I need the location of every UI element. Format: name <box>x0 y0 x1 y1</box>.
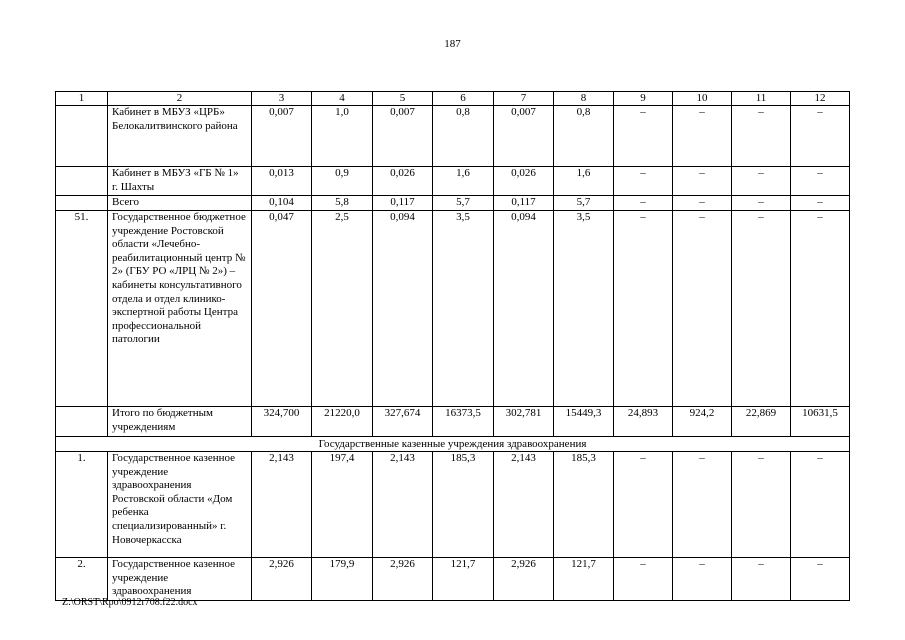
table-cell: – <box>614 196 673 211</box>
header-cell: 2 <box>108 92 252 106</box>
table-cell: – <box>673 558 732 601</box>
table-cell: – <box>791 558 850 601</box>
table-cell: – <box>614 211 673 407</box>
table-cell: 0,117 <box>373 196 433 211</box>
table-cell: 179,9 <box>312 558 373 601</box>
table-cell: – <box>673 106 732 167</box>
table-cell: – <box>614 106 673 167</box>
table-row <box>56 452 850 558</box>
table-cell <box>56 196 108 211</box>
header-cell: 9 <box>614 92 673 106</box>
table-cell: 15449,3 <box>554 407 614 437</box>
table-cell: 2,143 <box>494 452 554 558</box>
table-cell: 2,926 <box>252 558 312 601</box>
table-cell: – <box>673 452 732 558</box>
table-cell: – <box>791 167 850 196</box>
header-cell: 4 <box>312 92 373 106</box>
table-cell: 121,7 <box>433 558 494 601</box>
table-row <box>56 196 850 211</box>
table-cell: 2,5 <box>312 211 373 407</box>
section-title: Государственные казенные учреждения здравоохранения <box>56 437 850 452</box>
table-cell: 197,4 <box>312 452 373 558</box>
table-cell: 10631,5 <box>791 407 850 437</box>
header-cell: 3 <box>252 92 312 106</box>
table-cell: 0,8 <box>433 106 494 167</box>
table-cell: – <box>791 211 850 407</box>
table-row <box>56 106 850 167</box>
table-cell: 0,007 <box>252 106 312 167</box>
table-cell: – <box>732 452 791 558</box>
table-cell: – <box>614 167 673 196</box>
table-cell: 1. <box>56 452 108 558</box>
table-cell: 324,700 <box>252 407 312 437</box>
table-cell: Государственное казенное учреждение здравоохранения Ростовской области «Дом ребенка специализированный» г. Новочеркасска <box>108 452 252 558</box>
table-cell: Итого по бюджетным учреждениям <box>108 407 252 437</box>
table-cell: 0,104 <box>252 196 312 211</box>
table-row <box>56 558 850 601</box>
table-cell: – <box>673 211 732 407</box>
header-cell: 5 <box>373 92 433 106</box>
table-cell: 2,926 <box>494 558 554 601</box>
header-cell: 8 <box>554 92 614 106</box>
header-cell: 11 <box>732 92 791 106</box>
table-header-row <box>56 92 850 106</box>
table-cell: 924,2 <box>673 407 732 437</box>
table-cell: 2,143 <box>252 452 312 558</box>
table-cell: 0,094 <box>373 211 433 407</box>
header-cell: 7 <box>494 92 554 106</box>
table-cell: 0,047 <box>252 211 312 407</box>
table-cell: 0,117 <box>494 196 554 211</box>
table-cell: – <box>732 167 791 196</box>
table-cell: – <box>673 196 732 211</box>
table-cell: 0,8 <box>554 106 614 167</box>
table-cell: 5,8 <box>312 196 373 211</box>
table-row <box>56 211 850 407</box>
table-cell: 51. <box>56 211 108 407</box>
table-cell: 5,7 <box>433 196 494 211</box>
table-cell: – <box>732 211 791 407</box>
table-cell: – <box>614 452 673 558</box>
page-number: 187 <box>444 38 461 50</box>
table-cell: Кабинет в МБУЗ «ЦРБ» Белокалитвинского района <box>108 106 252 167</box>
section-title-row <box>56 437 850 452</box>
table-cell: 1,6 <box>433 167 494 196</box>
table-cell <box>56 167 108 196</box>
table-cell: 185,3 <box>433 452 494 558</box>
header-cell: 12 <box>791 92 850 106</box>
table-cell: 3,5 <box>554 211 614 407</box>
table-cell: 0,094 <box>494 211 554 407</box>
table-cell: 0,007 <box>494 106 554 167</box>
table-cell: 185,3 <box>554 452 614 558</box>
table-row <box>56 167 850 196</box>
table-cell <box>56 407 108 437</box>
table-cell: 16373,5 <box>433 407 494 437</box>
table-cell: 327,674 <box>373 407 433 437</box>
table-cell: 0,007 <box>373 106 433 167</box>
table-cell: 21220,0 <box>312 407 373 437</box>
table-cell: 302,781 <box>494 407 554 437</box>
table-cell: – <box>614 558 673 601</box>
table-cell: – <box>791 196 850 211</box>
footer-file-path: Z:\ORST\Rpo\0912r708.f22.docx <box>62 597 198 608</box>
table-cell: – <box>732 558 791 601</box>
table-cell: Государственное казенное учреждение здравоохранения <box>108 558 252 601</box>
header-cell: 6 <box>433 92 494 106</box>
data-table <box>55 91 850 601</box>
table-row <box>56 407 850 437</box>
table-cell: – <box>673 167 732 196</box>
table-cell: – <box>732 106 791 167</box>
header-cell: 1 <box>56 92 108 106</box>
table-cell: Кабинет в МБУЗ «ГБ № 1» г. Шахты <box>108 167 252 196</box>
table-cell: – <box>732 196 791 211</box>
table-cell: 1,6 <box>554 167 614 196</box>
table-cell: Всего <box>108 196 252 211</box>
table-cell: 5,7 <box>554 196 614 211</box>
table-cell: – <box>791 452 850 558</box>
table-cell <box>56 106 108 167</box>
table-cell: 121,7 <box>554 558 614 601</box>
table-cell: 0,026 <box>494 167 554 196</box>
table-cell: – <box>791 106 850 167</box>
table-cell: 0,013 <box>252 167 312 196</box>
table-cell: 2,926 <box>373 558 433 601</box>
table-cell: 22,869 <box>732 407 791 437</box>
table-cell: 3,5 <box>433 211 494 407</box>
table-cell: 24,893 <box>614 407 673 437</box>
table-cell: 0,9 <box>312 167 373 196</box>
table-cell: 2,143 <box>373 452 433 558</box>
table-cell: 0,026 <box>373 167 433 196</box>
table-cell: 2. <box>56 558 108 601</box>
table-cell: Государственное бюджетное учреждение Ростовской области «Лечебно-реабилитационный центр № 2» (ГБУ РО «ЛРЦ № 2») – кабинеты консультативного отдела и отдел клинико-экспертной работы Центра профессиональной патологии <box>108 211 252 407</box>
table-cell: 1,0 <box>312 106 373 167</box>
header-cell: 10 <box>673 92 732 106</box>
